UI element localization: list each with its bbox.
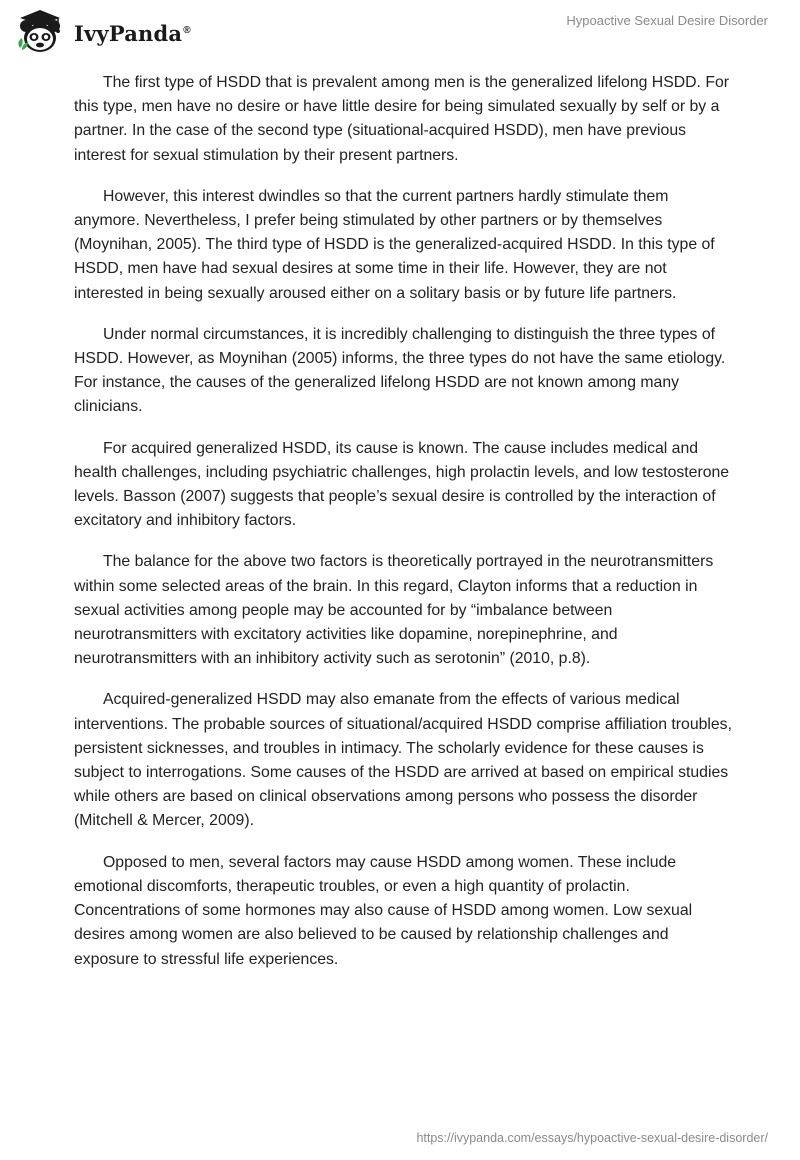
essay-body — [74, 71, 734, 989]
paragraph: The first type of HSDD that is prevalent among men is the generalized lifelong HSDD. For this type, men have no desire or have little desire for being simulated sexually by self or by a partner. In the case of the second type (situational-acquired HSDD), men have previous interest for sexual stimulation by their present partners. — [74, 74, 730, 164]
document-title: Hypoactive Sexual Desire Disorder — [566, 13, 768, 28]
paragraph: Opposed to men, several factors may cause HSDD among women. These include emotional discomforts, therapeutic troubles, or even a high quantity of prolactin. Concentrations of some hormones may also cause of HSDD among women. Low sexual desires among women are also believed to be caused by relationship challenges and exposure to stressful life experiences. — [74, 853, 693, 968]
paragraph: Under normal circumstances, it is incredibly challenging to distinguish the three types of HSDD. However, as Moynihan (2005) informs, the three types do not have the same etiology. For instance, the causes of the generalized lifelong HSDD are not known among many clinicians. — [74, 325, 726, 416]
source-url[interactable]: https://ivypanda.com/essays/hypoactive-sexual-desire-disorder/ — [416, 1131, 768, 1145]
registered-mark: ® — [183, 24, 191, 36]
panda-graduate-icon — [14, 8, 70, 56]
logo-wordmark — [74, 21, 191, 46]
logo-text: IvyPanda — [74, 20, 183, 46]
paragraph: However, this interest dwindles so that the current partners hardly stimulate them anymore. Nevertheless, I prefer being stimulated by other partners or by themselves (Moynihan, 2005). The third type of HSDD is the generalized-acquired HSDD. In this type of HSDD, men have had sexual desires at some time in their life. However, they are not interested in being sexually aroused either on a solitary basis or by future life partners. — [74, 187, 715, 302]
page-header — [0, 0, 800, 60]
ivypanda-logo[interactable] — [14, 8, 191, 56]
paragraph: Acquired-generalized HSDD may also emanate from the effects of various medical interventions. The probable sources of situational/acquired HSDD comprise affiliation troubles, persistent sicknesses, and troubles in intimacy. The scholarly evidence for these causes is subject to interrogations. Some causes of the HSDD are arrived at based on empirical studies while others are based on clinical observations among persons who possess the disorder (Mitchell & Mercer, 2009). — [74, 691, 732, 830]
paragraph: The balance for the above two factors is theoretically portrayed in the neurotransmitters within some selected areas of the brain. In this regard, Clayton informs that a reduction in sexual activities among people may be accounted for by “imbalance between neurotransmitters with excitatory activities like dopamine, norepinephrine, and neurotransmitters with an inhibitory activity such as serotonin” (2010, p.8). — [74, 553, 714, 668]
paragraph: For acquired generalized HSDD, its cause is known. The cause includes medical and health challenges, including psychiatric challenges, high prolactin levels, and low testosterone levels. Basson (2007) suggests that people’s sexual desire is controlled by the interaction of excitatory and inhibitory factors. — [74, 439, 730, 530]
